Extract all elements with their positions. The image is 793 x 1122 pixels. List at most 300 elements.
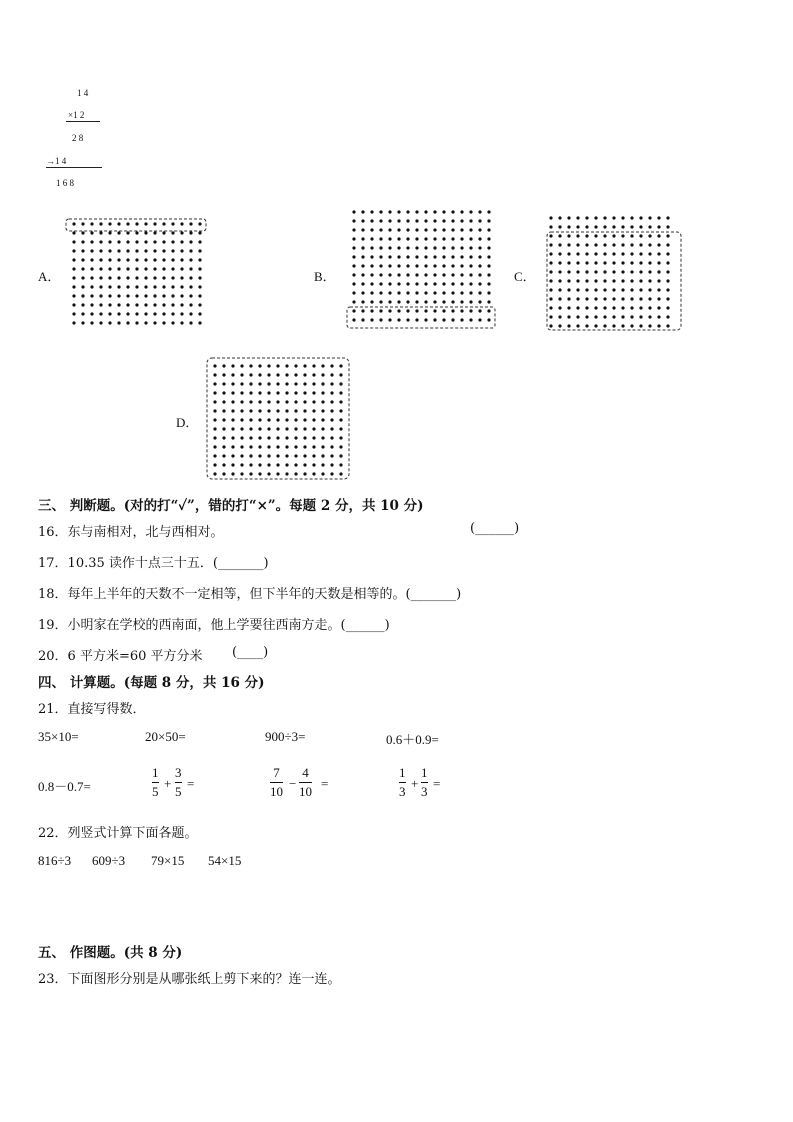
grid-dot bbox=[108, 312, 111, 315]
grid-dot bbox=[339, 373, 342, 376]
grid-dot bbox=[478, 264, 481, 267]
grid-dot bbox=[594, 270, 597, 273]
grid-dot bbox=[144, 303, 147, 306]
grid-dot bbox=[126, 249, 129, 252]
grid-dot bbox=[424, 237, 427, 240]
grid-dot bbox=[424, 318, 427, 321]
grid-dot bbox=[231, 418, 234, 421]
grid-dot bbox=[90, 294, 93, 297]
grid-dot bbox=[388, 219, 391, 222]
grid-dot bbox=[379, 282, 382, 285]
grid-dot bbox=[330, 382, 333, 385]
grid-dot bbox=[433, 318, 436, 321]
grid-dot bbox=[231, 427, 234, 430]
grid-dot bbox=[135, 321, 138, 324]
grid-dot bbox=[630, 297, 633, 300]
grid-dot bbox=[99, 276, 102, 279]
grid-dot bbox=[630, 261, 633, 264]
grid-dot bbox=[180, 312, 183, 315]
grid-dot bbox=[285, 400, 288, 403]
grid-dot bbox=[135, 294, 138, 297]
grid-dot bbox=[558, 279, 561, 282]
grid-dot bbox=[240, 364, 243, 367]
grid-dot bbox=[621, 306, 624, 309]
grid-dot bbox=[267, 364, 270, 367]
grid-dot bbox=[276, 436, 279, 439]
grid-dot bbox=[666, 216, 669, 219]
question-16: 16．东与南相对，北与西相对。 bbox=[38, 525, 224, 540]
grid-dot bbox=[303, 400, 306, 403]
grid-dot bbox=[339, 418, 342, 421]
grid-dot bbox=[267, 454, 270, 457]
grid-dot bbox=[171, 321, 174, 324]
grid-dot bbox=[585, 225, 588, 228]
grid-dot bbox=[433, 210, 436, 213]
equals-sign: = bbox=[187, 776, 195, 791]
grid-dot bbox=[321, 427, 324, 430]
grid-dot bbox=[276, 454, 279, 457]
grid-dot bbox=[469, 318, 472, 321]
grid-dot bbox=[171, 294, 174, 297]
grid-dot bbox=[339, 436, 342, 439]
grid-dot bbox=[153, 222, 156, 225]
grid-dot bbox=[213, 391, 216, 394]
grid-dot bbox=[213, 445, 216, 448]
grid-dot bbox=[222, 472, 225, 475]
grid-dot bbox=[352, 228, 355, 231]
grid-dot bbox=[361, 291, 364, 294]
grid-dot bbox=[240, 427, 243, 430]
grid-dot bbox=[657, 225, 660, 228]
grid-dot bbox=[213, 463, 216, 466]
grid-dot bbox=[549, 288, 552, 291]
grid-dot bbox=[294, 463, 297, 466]
vm-line5: 1 6 8 bbox=[56, 178, 74, 188]
grid-dot bbox=[478, 219, 481, 222]
vm-line1: 1 4 bbox=[77, 88, 89, 98]
grid-dot bbox=[576, 252, 579, 255]
grid-dot bbox=[657, 306, 660, 309]
grid-dot bbox=[198, 285, 201, 288]
grid-dot bbox=[267, 391, 270, 394]
grid-dot bbox=[469, 210, 472, 213]
grid-dot bbox=[585, 279, 588, 282]
grid-dot bbox=[153, 276, 156, 279]
grid-dot bbox=[576, 279, 579, 282]
grid-dot bbox=[117, 267, 120, 270]
grid-dot bbox=[198, 276, 201, 279]
grid-dot bbox=[406, 255, 409, 258]
grid-dot bbox=[303, 364, 306, 367]
grid-dot bbox=[612, 270, 615, 273]
grid-dot bbox=[612, 306, 615, 309]
grid-dot bbox=[171, 267, 174, 270]
grid-dot bbox=[460, 291, 463, 294]
grid-dot bbox=[162, 231, 165, 234]
grid-dot bbox=[189, 240, 192, 243]
grid-dot bbox=[312, 427, 315, 430]
grid-dot bbox=[612, 315, 615, 318]
grid-dot bbox=[285, 463, 288, 466]
grid-dot bbox=[126, 240, 129, 243]
grid-dot bbox=[81, 249, 84, 252]
grid-dot bbox=[478, 237, 481, 240]
grid-dot bbox=[594, 252, 597, 255]
grid-dot bbox=[424, 255, 427, 258]
grid-dot bbox=[108, 267, 111, 270]
grid-dot bbox=[415, 237, 418, 240]
grid-dot bbox=[594, 261, 597, 264]
grid-dot bbox=[267, 382, 270, 385]
grid-dot bbox=[72, 258, 75, 261]
grid-dot bbox=[72, 303, 75, 306]
grid-dot bbox=[567, 243, 570, 246]
grid-dot bbox=[303, 373, 306, 376]
grid-dot bbox=[406, 219, 409, 222]
grid-dot bbox=[558, 288, 561, 291]
grid-dot bbox=[621, 225, 624, 228]
grid-dot bbox=[657, 270, 660, 273]
operator: + bbox=[411, 776, 419, 791]
vm-line3: 2 8 bbox=[72, 133, 84, 143]
grid-dot bbox=[189, 267, 192, 270]
grid-dot bbox=[117, 276, 120, 279]
grid-dot bbox=[478, 228, 481, 231]
grid-dot bbox=[285, 409, 288, 412]
grid-dot bbox=[108, 231, 111, 234]
question-20: 20．6 平方米=60 平方分米 bbox=[38, 649, 203, 664]
grid-dot bbox=[478, 318, 481, 321]
grid-dot bbox=[222, 373, 225, 376]
grid-dot bbox=[171, 222, 174, 225]
grid-dot bbox=[576, 297, 579, 300]
option-d-label: D． bbox=[176, 415, 199, 430]
grid-dot bbox=[612, 225, 615, 228]
grid-dot bbox=[126, 303, 129, 306]
grid-dot bbox=[487, 246, 490, 249]
option-c-dot-grid bbox=[543, 210, 685, 334]
grid-dot bbox=[198, 222, 201, 225]
grid-dot bbox=[370, 291, 373, 294]
grid-dot bbox=[397, 255, 400, 258]
grid-dot bbox=[549, 324, 552, 327]
grid-dot bbox=[99, 258, 102, 261]
grid-dot bbox=[406, 246, 409, 249]
grid-dot bbox=[487, 210, 490, 213]
grid-dot bbox=[370, 309, 373, 312]
grid-dot bbox=[285, 436, 288, 439]
grid-dot bbox=[258, 400, 261, 403]
grid-dot bbox=[126, 276, 129, 279]
grid-dot bbox=[648, 297, 651, 300]
grid-dot bbox=[657, 288, 660, 291]
grid-dot bbox=[144, 258, 147, 261]
grid-dot bbox=[249, 463, 252, 466]
grid-dot bbox=[621, 216, 624, 219]
grid-dot bbox=[90, 240, 93, 243]
grid-dot bbox=[249, 400, 252, 403]
calc-item: 609÷3 bbox=[92, 853, 126, 868]
grid-dot bbox=[249, 454, 252, 457]
denominator: 10 bbox=[299, 784, 312, 799]
grid-dot bbox=[469, 219, 472, 222]
grid-dot bbox=[648, 315, 651, 318]
grid-dot bbox=[126, 267, 129, 270]
grid-dot bbox=[585, 270, 588, 273]
grid-dot bbox=[478, 273, 481, 276]
grid-dot bbox=[222, 463, 225, 466]
grid-dot bbox=[330, 373, 333, 376]
grid-dot bbox=[558, 225, 561, 228]
grid-dot bbox=[361, 237, 364, 240]
grid-dot bbox=[639, 270, 642, 273]
grid-dot bbox=[487, 318, 490, 321]
grid-dot bbox=[198, 249, 201, 252]
option-b-highlight-box bbox=[347, 307, 495, 328]
grid-dot bbox=[258, 463, 261, 466]
section3-title: 三、 判断题。(对的打“✓”，错的打“×”。每题 2 分，共 10 分) bbox=[38, 498, 424, 514]
grid-dot bbox=[657, 297, 660, 300]
grid-dot bbox=[321, 445, 324, 448]
grid-dot bbox=[231, 463, 234, 466]
denominator: 5 bbox=[175, 784, 182, 799]
option-d-dot-grid bbox=[204, 354, 354, 484]
grid-dot bbox=[222, 382, 225, 385]
grid-dot bbox=[469, 246, 472, 249]
grid-dot bbox=[657, 261, 660, 264]
grid-dot bbox=[162, 294, 165, 297]
grid-dot bbox=[285, 391, 288, 394]
grid-dot bbox=[415, 300, 418, 303]
question-18: 18．每年上半年的天数不一定相等，但下半年的天数是相等的。(_______) bbox=[38, 587, 462, 602]
operator: − bbox=[289, 776, 297, 791]
grid-dot bbox=[249, 436, 252, 439]
grid-dot bbox=[603, 306, 606, 309]
grid-dot bbox=[162, 240, 165, 243]
grid-dot bbox=[198, 267, 201, 270]
question-22: 22．列竖式计算下面各题。 bbox=[38, 826, 198, 841]
grid-dot bbox=[442, 273, 445, 276]
grid-dot bbox=[303, 418, 306, 421]
grid-dot bbox=[198, 231, 201, 234]
grid-dot bbox=[171, 231, 174, 234]
grid-dot bbox=[549, 252, 552, 255]
grid-dot bbox=[603, 243, 606, 246]
grid-dot bbox=[666, 279, 669, 282]
grid-dot bbox=[144, 285, 147, 288]
option-a-dot-grid bbox=[62, 214, 212, 336]
grid-dot bbox=[630, 216, 633, 219]
grid-dot bbox=[249, 445, 252, 448]
grid-dot bbox=[361, 273, 364, 276]
grid-dot bbox=[222, 364, 225, 367]
grid-dot bbox=[303, 436, 306, 439]
grid-dot bbox=[361, 300, 364, 303]
grid-dot bbox=[576, 324, 579, 327]
grid-dot bbox=[117, 312, 120, 315]
grid-dot bbox=[339, 382, 342, 385]
question-17: 17．10.35 读作十点三十五．(_______) bbox=[38, 556, 269, 571]
grid-dot bbox=[153, 258, 156, 261]
grid-dot bbox=[135, 249, 138, 252]
grid-dot bbox=[433, 273, 436, 276]
grid-dot bbox=[442, 246, 445, 249]
grid-dot bbox=[321, 391, 324, 394]
grid-dot bbox=[594, 279, 597, 282]
grid-dot bbox=[222, 445, 225, 448]
grid-dot bbox=[189, 276, 192, 279]
grid-dot bbox=[666, 243, 669, 246]
grid-dot bbox=[585, 297, 588, 300]
grid-dot bbox=[321, 364, 324, 367]
grid-dot bbox=[478, 309, 481, 312]
grid-dot bbox=[72, 222, 75, 225]
grid-dot bbox=[594, 324, 597, 327]
grid-dot bbox=[90, 285, 93, 288]
grid-dot bbox=[303, 409, 306, 412]
grid-dot bbox=[487, 291, 490, 294]
grid-dot bbox=[487, 273, 490, 276]
grid-dot bbox=[558, 234, 561, 237]
grid-dot bbox=[231, 409, 234, 412]
grid-dot bbox=[81, 222, 84, 225]
grid-dot bbox=[231, 391, 234, 394]
grid-dot bbox=[135, 276, 138, 279]
grid-dot bbox=[303, 472, 306, 475]
grid-dot bbox=[352, 210, 355, 213]
grid-dot bbox=[388, 282, 391, 285]
grid-dot bbox=[379, 237, 382, 240]
grid-dot bbox=[352, 309, 355, 312]
grid-dot bbox=[666, 270, 669, 273]
option-b-label: B． bbox=[314, 269, 336, 284]
grid-dot bbox=[153, 321, 156, 324]
grid-dot bbox=[379, 255, 382, 258]
grid-dot bbox=[267, 445, 270, 448]
grid-dot bbox=[451, 237, 454, 240]
grid-dot bbox=[558, 216, 561, 219]
grid-dot bbox=[276, 400, 279, 403]
grid-dot bbox=[81, 267, 84, 270]
grid-dot bbox=[424, 282, 427, 285]
grid-dot bbox=[639, 216, 642, 219]
grid-dot bbox=[415, 318, 418, 321]
grid-dot bbox=[603, 297, 606, 300]
grid-dot bbox=[240, 436, 243, 439]
grid-dot bbox=[285, 445, 288, 448]
grid-dot bbox=[294, 436, 297, 439]
grid-dot bbox=[361, 228, 364, 231]
grid-dot bbox=[240, 391, 243, 394]
grid-dot bbox=[108, 222, 111, 225]
grid-dot bbox=[666, 234, 669, 237]
grid-dot bbox=[397, 210, 400, 213]
grid-dot bbox=[621, 288, 624, 291]
grid-dot bbox=[585, 234, 588, 237]
vm-line4: →1 4 bbox=[46, 156, 67, 166]
grid-dot bbox=[72, 285, 75, 288]
grid-dot bbox=[240, 418, 243, 421]
fraction bbox=[421, 766, 428, 799]
grid-dot bbox=[99, 303, 102, 306]
grid-dot bbox=[99, 285, 102, 288]
grid-dot bbox=[285, 472, 288, 475]
grid-dot bbox=[153, 294, 156, 297]
grid-dot bbox=[99, 249, 102, 252]
grid-dot bbox=[657, 234, 660, 237]
grid-dot bbox=[144, 276, 147, 279]
grid-dot bbox=[249, 409, 252, 412]
grid-dot bbox=[424, 264, 427, 267]
fraction bbox=[175, 766, 182, 799]
grid-dot bbox=[415, 228, 418, 231]
grid-dot bbox=[370, 282, 373, 285]
grid-dot bbox=[451, 210, 454, 213]
grid-dot bbox=[567, 297, 570, 300]
grid-dot bbox=[276, 364, 279, 367]
grid-dot bbox=[108, 240, 111, 243]
grid-dot bbox=[330, 391, 333, 394]
grid-dot bbox=[249, 382, 252, 385]
grid-dot bbox=[126, 294, 129, 297]
grid-dot bbox=[648, 270, 651, 273]
grid-dot bbox=[433, 228, 436, 231]
grid-dot bbox=[108, 258, 111, 261]
grid-dot bbox=[442, 309, 445, 312]
grid-dot bbox=[285, 427, 288, 430]
grid-dot bbox=[379, 219, 382, 222]
grid-dot bbox=[126, 285, 129, 288]
grid-dot bbox=[558, 297, 561, 300]
grid-dot bbox=[478, 210, 481, 213]
grid-dot bbox=[240, 400, 243, 403]
grid-dot bbox=[549, 216, 552, 219]
grid-dot bbox=[612, 243, 615, 246]
grid-dot bbox=[612, 234, 615, 237]
grid-dot bbox=[415, 255, 418, 258]
grid-dot bbox=[81, 258, 84, 261]
grid-dot bbox=[276, 382, 279, 385]
grid-dot bbox=[424, 219, 427, 222]
grid-dot bbox=[72, 294, 75, 297]
grid-dot bbox=[81, 321, 84, 324]
grid-dot bbox=[424, 210, 427, 213]
grid-dot bbox=[153, 249, 156, 252]
grid-dot bbox=[460, 219, 463, 222]
grid-dot bbox=[240, 454, 243, 457]
fraction bbox=[270, 766, 283, 799]
grid-dot bbox=[171, 303, 174, 306]
grid-dot bbox=[567, 225, 570, 228]
calc-item: 20×50= bbox=[145, 729, 186, 744]
grid-dot bbox=[240, 463, 243, 466]
grid-dot bbox=[249, 418, 252, 421]
grid-dot bbox=[198, 294, 201, 297]
grid-dot bbox=[312, 445, 315, 448]
grid-dot bbox=[603, 279, 606, 282]
grid-dot bbox=[451, 291, 454, 294]
grid-dot bbox=[612, 252, 615, 255]
grid-dot bbox=[81, 294, 84, 297]
grid-dot bbox=[648, 279, 651, 282]
grid-dot bbox=[567, 324, 570, 327]
grid-dot bbox=[639, 225, 642, 228]
grid-dot bbox=[406, 291, 409, 294]
grid-dot bbox=[90, 222, 93, 225]
grid-dot bbox=[339, 445, 342, 448]
grid-dot bbox=[258, 409, 261, 412]
grid-dot bbox=[361, 282, 364, 285]
